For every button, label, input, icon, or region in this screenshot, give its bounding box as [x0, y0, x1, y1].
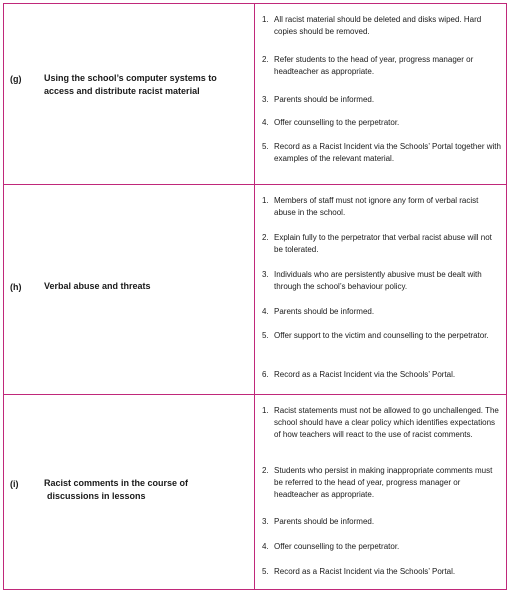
situation-cell: [4, 185, 254, 394]
row-letter: (h): [10, 282, 22, 292]
list-item: 1. Racist statements must not be allowed to go unchallenged. The school should have a clear policy which identifies expectations of how teachers will react to the use of racist comments.: [262, 406, 499, 439]
list-item: 2. Explain fully to the perpetrator that verbal racist abuse will not be tolerated.: [262, 233, 492, 254]
situation-label: Verbal abuse and threats: [44, 281, 151, 291]
list-item: 4. Parents should be informed.: [262, 307, 375, 316]
situation-cell: [4, 4, 254, 184]
column-divider: [254, 395, 255, 589]
list-item: 5. Record as a Racist Incident via the Schools’ Portal together with examples of the relevant material.: [262, 142, 501, 163]
list-item: 1. All racist material should be deleted and disks wiped. Hard copies should be removed.: [262, 15, 482, 36]
table-row-h: [4, 185, 506, 395]
row-letter: (g): [10, 74, 22, 84]
list-item: 2. Students who persist in making inappropriate comments must be referred to the head of year, progress manager or headteacher as appropriate.: [262, 466, 493, 499]
policy-table: [3, 3, 507, 590]
column-divider: [254, 4, 255, 184]
list-item: 1. Members of staff must not ignore any form of verbal racist abuse in the school.: [262, 196, 479, 217]
list-item: 2. Refer students to the head of year, progress manager or headteacher as appropriate.: [262, 55, 474, 76]
situation-label: Using the school’s computer systems to access and distribute racist material: [44, 73, 217, 96]
situation-cell: [4, 395, 254, 589]
list-item: 4. Offer counselling to the perpetrator.: [262, 542, 400, 551]
list-item: 4. Offer counselling to the perpetrator.: [262, 118, 400, 127]
table-row-g: [4, 4, 506, 185]
list-item: 3. Individuals who are persistently abusive must be dealt with through the school’s behaviour policy.: [262, 270, 482, 291]
list-item: 6. Record as a Racist Incident via the Schools’ Portal.: [262, 370, 456, 379]
table-row-i: [4, 395, 506, 589]
list-item: 3. Parents should be informed.: [262, 517, 375, 526]
row-letter: (i): [10, 479, 19, 489]
list-item: 5. Record as a Racist Incident via the Schools’ Portal.: [262, 567, 456, 576]
column-divider: [254, 185, 255, 394]
list-item: 5. Offer support to the victim and counselling to the perpetrator.: [262, 331, 489, 340]
list-item: 3. Parents should be informed.: [262, 95, 375, 104]
situation-label: Racist comments in the course of discussions in lessons: [44, 478, 189, 501]
